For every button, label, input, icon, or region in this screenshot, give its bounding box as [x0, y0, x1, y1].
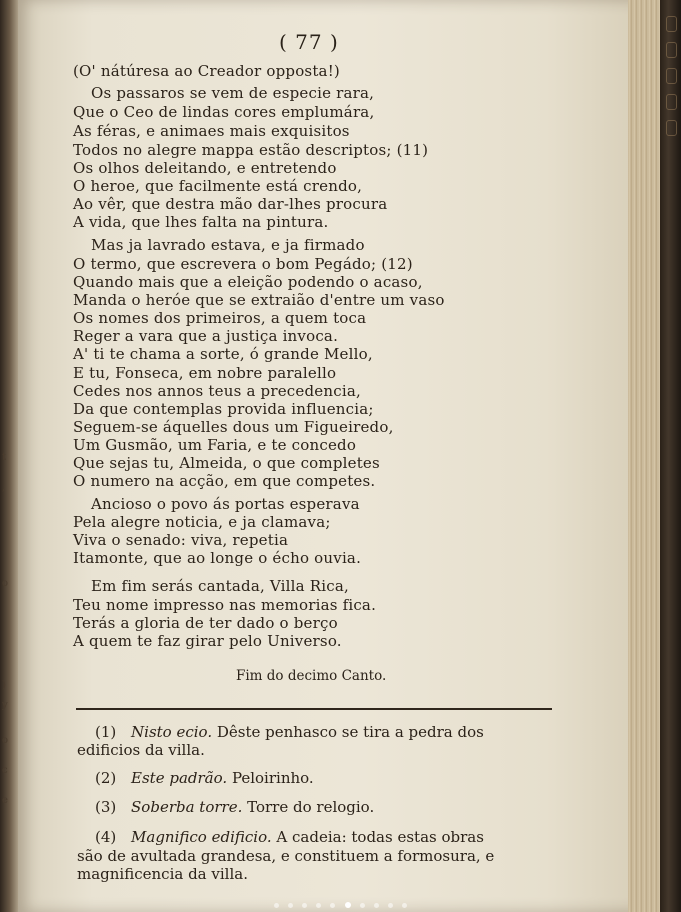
carousel-dot[interactable]	[302, 903, 307, 908]
footnote-number: (4)	[95, 828, 117, 846]
margin-fragment: o	[2, 578, 9, 589]
poem-line: O termo, que escrevera o bom Pegádo; (12)	[73, 255, 413, 273]
poem-line: Um Gusmão, um Faria, e te concedo	[73, 436, 357, 454]
poem-line: Que o Ceo de lindas cores emplumára,	[73, 103, 375, 121]
footnote-1	[95, 723, 484, 741]
poem-line: Da que contemplas provida influencia;	[73, 400, 374, 418]
footnote-text: Torre do relogio.	[247, 798, 375, 816]
poem-line: Cedes nos annos teus a precedencia,	[73, 382, 361, 400]
poem-line: Teu nome impresso nas memorias fica.	[73, 596, 377, 614]
poem-line: Ao vêr, que destra mão dar-lhes procura	[73, 195, 388, 213]
poem-line: Manda o heróe que se extraião d'entre um vaso	[73, 291, 445, 309]
footnote-text: A cadeia: todas estas obras	[276, 828, 484, 846]
poem-line: Pela alegre noticia, e ja clamava;	[73, 513, 331, 531]
footnote-number: (1)	[95, 723, 117, 741]
margin-fragment: o	[2, 735, 9, 746]
footnote-rule	[76, 708, 552, 710]
poem-line: Viva o senado: viva, repetia	[73, 531, 289, 549]
poem-line: Os passaros se vem de especie rara,	[91, 84, 375, 102]
margin-fragment: )	[2, 680, 6, 691]
margin-fragment: c	[2, 765, 8, 776]
poem-line: A vida, que lhes falta na pintura.	[73, 213, 329, 231]
poem-line: Em fim serás cantada, Villa Rica,	[91, 577, 349, 595]
carousel-dot[interactable]	[388, 903, 393, 908]
footnote-term: Nisto ecio.	[131, 723, 213, 741]
cover-ornament	[663, 10, 679, 210]
poem-line: Itamonte, que ao longe o écho ouvia.	[73, 549, 362, 567]
footnote-2	[95, 769, 314, 787]
poem-line: A quem te faz girar pelo Universo.	[73, 632, 342, 650]
footnote-4	[95, 828, 484, 846]
carousel-dot[interactable]	[330, 903, 335, 908]
carousel-pagination[interactable]	[0, 893, 681, 912]
page-number: ( 77 )	[279, 30, 339, 54]
poem-line: O numero na acção, em que competes.	[73, 472, 376, 490]
poem-line: Todos no alegre mappa estão descriptos; (11)	[73, 141, 429, 159]
carousel-dot-active[interactable]	[345, 902, 351, 908]
footnote-text: Dêste penhasco se tira a pedra dos	[216, 723, 484, 741]
footnote-continuation: edificios da villa.	[77, 741, 205, 759]
poem-line: Terás a gloria de ter dado o berço	[73, 614, 338, 632]
footnote-text: Peloirinho.	[231, 769, 314, 787]
footnote-continuation: são de avultada grandesa, e constituem a formosura, e	[77, 847, 495, 865]
poem-line: Mas ja lavrado estava, e ja firmado	[91, 236, 365, 254]
poem-line: E tu, Fonseca, em nobre paralello	[73, 364, 337, 382]
margin-fragment: t	[2, 452, 7, 463]
end-of-canto-caption: Fim do decimo Canto.	[236, 668, 387, 684]
footnote-3	[95, 798, 374, 816]
poem-line: A' ti te chama a sorte, ó grande Mello,	[73, 345, 373, 363]
poem-line: Seguem-se áquelles dous um Figueiredo,	[73, 418, 394, 436]
margin-fragment: ,	[2, 482, 6, 493]
poem-line: O heroe, que facilmente está crendo,	[73, 177, 363, 195]
footnote-term: Magnifico edificio.	[131, 828, 272, 846]
margin-fragment: e	[2, 795, 8, 806]
margin-fragment: y	[2, 700, 8, 711]
poem-line: Os olhos deleitando, e entretendo	[73, 159, 337, 177]
footnote-number: (2)	[95, 769, 117, 787]
footnote-continuation: magnificencia da villa.	[77, 865, 248, 883]
carousel-dot[interactable]	[402, 903, 407, 908]
previous-page-edge	[2, 0, 16, 912]
poem-line: Que sejas tu, Almeida, o que completes	[73, 454, 380, 472]
carousel-dot[interactable]	[374, 903, 379, 908]
poem-line: (O' nátúresa ao Creador opposta!)	[73, 62, 340, 80]
poem-line: Quando mais que a eleição podendo o acaso,	[73, 273, 423, 291]
poem-line: Ancioso o povo ás portas esperava	[91, 495, 360, 513]
carousel-dot[interactable]	[360, 903, 365, 908]
footnote-term: Este padrão.	[131, 769, 228, 787]
carousel-dot[interactable]	[274, 903, 279, 908]
carousel-dot[interactable]	[316, 903, 321, 908]
poem-line: Reger a vara que a justiça invoca.	[73, 327, 339, 345]
footnote-term: Soberba torre.	[131, 798, 243, 816]
page-block-edge	[628, 0, 660, 912]
poem-line: As féras, e animaes mais exquisitos	[73, 122, 350, 140]
footnote-number: (3)	[95, 798, 117, 816]
carousel-dot[interactable]	[288, 903, 293, 908]
poem-line: Os nomes dos primeiros, a quem toca	[73, 309, 367, 327]
